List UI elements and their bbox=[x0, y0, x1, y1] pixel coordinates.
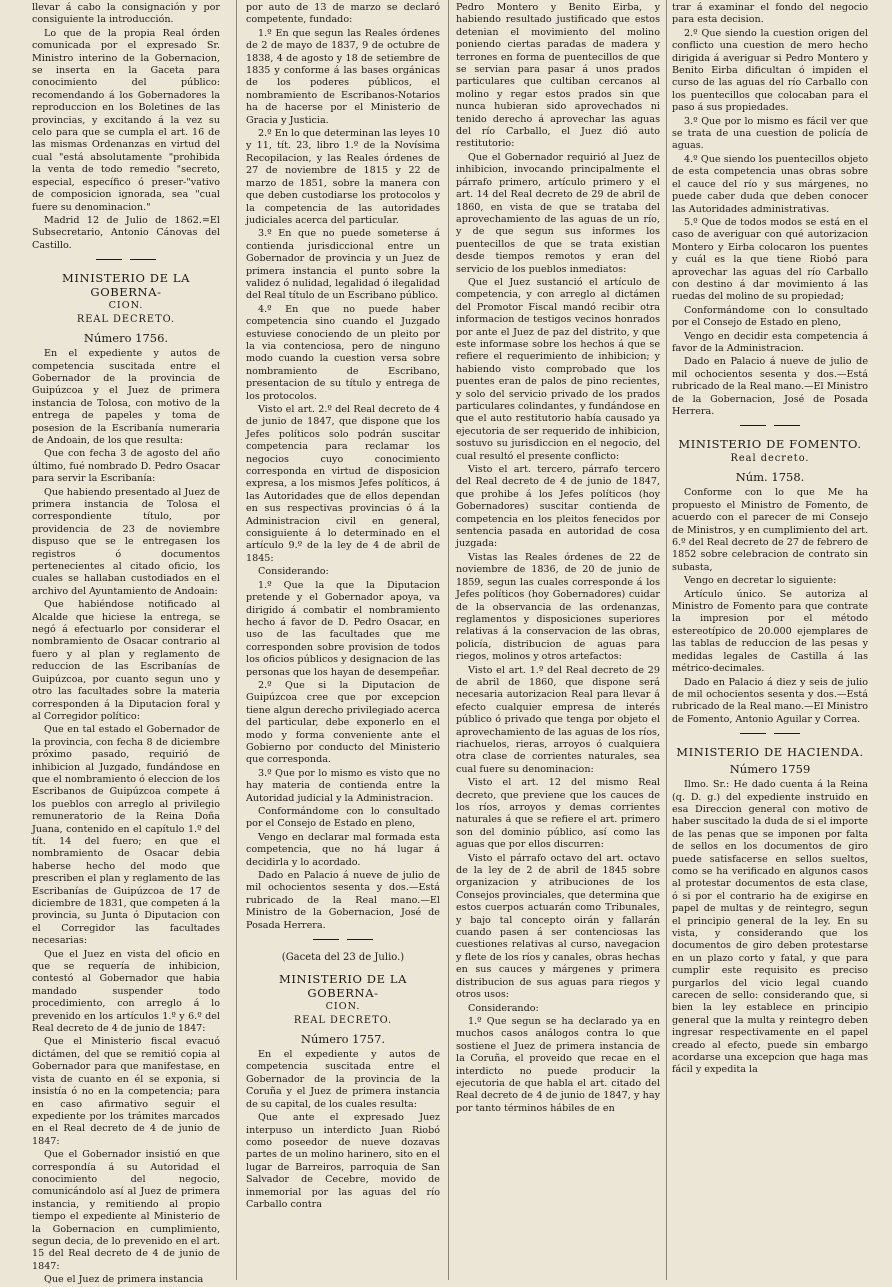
paragraph: Que el Ministerio fiscal evacuó dictámen, del que se remitió copia al Gobernador para que manifestase, en vista de cuanto en él se exponia, si insistía ó no en la competencia; para en caso afirmativo seguir el expediente por los trámites marcados en el Real decreto de 4 de junio de 1847: bbox=[32, 1036, 220, 1147]
paragraph: Que con fecha 3 de agosto del año último, fué nombrado D. Pedro Osacar para servir la Escribanía: bbox=[32, 448, 220, 485]
paragraph: Que el Gobernador requirió al Juez de inhibicion, invocando principalmente el párrafo primero, artículo primero y el art. 14 del Real decreto de 29 de abril de 1860, en vista de que se trataba del aprovechamiento de las aguas de un río, y de que segun sus informes los puentecillos de que se trata existian desde tiempos remotos y eran del servicio de los pueblos inmediatos: bbox=[456, 151, 660, 275]
paragraph: 4.º En que no puede haber competencia sino cuando el Juzgado estuviese conociendo de un pleito por la via contenciosa, pero de ninguno modo cuando la cuestion versa sobre nombramiento de Escribano, presentacion de su título y entrega de los protocolos. bbox=[246, 303, 440, 402]
gazette-date: (Gaceta del 23 de Julio.) bbox=[281, 952, 405, 964]
section-subheading: CION. bbox=[325, 1001, 361, 1013]
paragraph: En el expediente y autos de competencia suscitada entre el Gobernador de la provincia de la Coruña y el Juez de primera instancia de su capital, de los cuales resulta: bbox=[246, 1049, 440, 1110]
paragraph: Dado en Palacio á nueve de julio de mil ochocientos sesenta y dos.—Está rubricado de la Real mano.—El Ministro de la Gobernacion, José de Posada Herrera. bbox=[246, 870, 440, 931]
separator-rule bbox=[672, 729, 868, 739]
paragraph: Que el Juez sustanció el artículo de competencia, y con arreglo al dictámen del Promotor Fiscal mandó recibir otra informacion de testigos vecinos honrados por ante el Juez de paz del distrito, y que este informase sobre los hechos á que se refiere el requerimiento de inhibicion; y habiendo visto comprobado que los puentes eran de palos de pino recientes, y solo del servicio privado de los prados particulares colindantes, y fundándose en que el auto restitutorio había causado ya ejecutoria de ser requerido de inhibicion, sostuvo su jurisdiccion en el negocio, del cual resultó el presente conflicto: bbox=[456, 276, 660, 462]
paragraph: Vengo en decidir esta competencia á favor de la Administracion. bbox=[672, 330, 868, 354]
separator-rule bbox=[246, 935, 440, 945]
paragraph: 3.º Que por lo mismo es fácil ver que se trata de una cuestion de policía de aguas. bbox=[672, 115, 868, 152]
column-3 bbox=[454, 2, 662, 1274]
paragraph: trar á examinar el fondo del negocio para esta decision. bbox=[672, 2, 868, 26]
paragraph: En el expediente y autos de competencia suscitada entre el Gobernador de la provincia de Guipúzcoa y el Juez de primera instancia de Tolosa, con motivo de la entrega de papeles y toma de posesion de la Escribanía numeraria de Andoain, de los que resulta: bbox=[32, 348, 220, 446]
paragraph: Que el Gobernador insistió en que correspondía á su Autoridad el conocimiento del negocio, comunicándolo así al Juez de primera instancia, y remitiendo al propio tiempo el expediente al Ministerio de la Gobernacion en cumplimiento, segun decia, de lo prevenido en el art. 15 del Real decreto de 4 de junio de 1847: bbox=[32, 1149, 220, 1272]
section-heading: MINISTERIO DE FOMENTO. bbox=[678, 437, 862, 452]
paragraph: Visto el art. 12 del mismo Real decreto, que previene que los cauces de los ríos, arroyos y demas corrientes naturales á que se refiere el art. primero son del dominio público, así como las aguas que por ellos discurren: bbox=[456, 777, 660, 851]
paragraph: Que el Juez en vista del oficio en que se requería de inhibicion, contestó al Gobernador que habia mandado suspender todo procedimiento, con arreglo á lo prevenido en los artículos 1.º y 6.º del Real decreto de 4 de junio de 1847: bbox=[32, 948, 220, 1035]
paragraph: Artículo único. Se autoriza al Ministro de Fomento para que contrate la impresion por el método estereotípico de 20.000 ejemplares de las tablas de reduccion de las pesas y medidas legales de Castilla á las métrico-decimales. bbox=[672, 588, 868, 675]
paragraph: Que ante el expresado Juez interpuso un interdicto Juan Riobó como poseedor de nueve dozavas partes de un molino harinero, sito en el lugar de Barreiros, parroquia de San Salvador de Cecebre, movido de inmemorial por las aguas del río Carballo contra bbox=[246, 1112, 440, 1210]
paragraph: Lo que de la propia Real órden comunicada por el expresado Sr. Ministro interino de la Gobernacion, se inserta en la Gaceta para conocimiento del público: recomendando á los Gobernadores la reproduccion en los Boletines de las provincias, y excitando á la vez su celo para que se cumpla el art. 16 de las mismas Ordenanzas en virtud del cual "está absolutamente "prohibida la venta de todo remedio "secreto, especial, específico ó preser-"vativo de composicion ignorada, sea "cual fuere su denominacion." bbox=[32, 27, 220, 213]
paragraph: Ilmo. Sr.: He dado cuenta á la Reina (q. D. g.) del expediente instruido en esa Direccion general con motivo de haber suscitado la duda de si el importe de las penas que se imponen por falta de sellos en los documentos de giro puede satisfacerse en sellos sueltos, como se ha verificado en algunos casos al protestar documentos de esta clase, ó si por el contrario ha de exigirse en papel de multas y de reintegro, segun el principio general de la ley. En su vista, y considerando que los documentos de giro deben protestarse en un plazo corto y fatal, y que para cumplir este requisito es preciso purgarlos del vicio legal cuando carecen de sello: considerando que, si bien la ley establece en principio general que la multa y reintegro deben ingresar respectivamente en el papel creado al efecto, puede sin embargo acordarse una excepcion que haga mas fácil y expedita la bbox=[672, 779, 868, 1076]
paragraph: Que habiendo presentado al Juez de primera instancia de Tolosa el correspondiente título, por providencia de 23 de noviembre dispuso que se le entregasen los registros ó documentos pertenecientes al citado oficio, los cuales se hallaban custodiados en el archivo del Ayuntamiento de Andoain: bbox=[32, 486, 220, 597]
paragraph: 1.º Que segun se ha declarado ya en muchos casos análogos contra lo que sostiene el Juez de primera instancia de la Coruña, el proveido que recae en el interdicto no puede producir la ejecutoria de que habla el art. citado del Real decreto de 4 de junio de 1847, y hay por tanto términos hábiles de en bbox=[456, 1015, 660, 1114]
paragraph: 1.º Que la que la Diputacion pretende y el Gobernador apoya, va dirigido á combatir el nombramiento hecho á favor de D. Pedro Osacar, en uso de las facultades que me corresponden sobre provision de todos los oficios públicos y designacion de las personas que los hayan de desempeñar. bbox=[246, 579, 440, 678]
column-1 bbox=[30, 2, 222, 1286]
section-heading: MINISTERIO DE HACIENDA. bbox=[676, 745, 864, 760]
paragraph: Visto el art. 2.º del Real decreto de 4 de junio de 1847, que dispone que los Jefes políticos solo podrán suscitar competencia para reclamar los negocios cuyo conocimiento corresponda en virtud de disposicion expresa, a los mismos Jefes políticos, á las Autoridades que de ellos dependan en sus respectivas provincias ó á la Administracion civil en general, consiguiente á lo determinado en el artículo 9.º de la ley de 4 de abril de 1845: bbox=[246, 404, 440, 564]
paragraph: Que en tal estado el Gobernador de la provincia, con fecha 8 de diciembre próximo pasado, requirió de inhibicion al Juzgado, fundándose en que el nombramiento ó eleccion de los Escribanos de Guipúzcoa compete á los pueblos con arreglo al privilegio remuneratorio de la Reina Doña Juana, contenido en el capítulo 1.º del tít. 14 del fuero; en que el nombramiento de Osacar debia haberse hecho del modo que prescriben el plan y reglamento de las Escribanías de Guipúzcoa de 17 de diciembre de 1831, que competen á la provincia, su Junta ó Diputacion con el Corregidor las facultades necesarias: bbox=[32, 724, 220, 947]
paragraph: Madrid 12 de Julio de 1862.=El Subsecretario, Antonio Cánovas del Castillo. bbox=[32, 214, 220, 251]
paragraph: 5.º Que de todos modos se está en el caso de averiguar con qué autorizacion Montero y Eirba colocaron los puentes y cuál es la que tiene Riobó para aprovechar las aguas del río Carballo con destino á dar movimiento á las ruedas del molino de su propiedad; bbox=[672, 216, 868, 303]
decree-label: REAL DECRETO. bbox=[293, 1015, 393, 1027]
paragraph: Pedro Montero y Benito Eirba, y habiendo resultado justificado que estos detenian el movimiento del molino poniendo ciertas paradas de madera y terrones en forma de puentecillos de que se servian para pasar á unos prados particulares que cultiban cercanos al molino y regar estos prados sin que nunca hubieran sido aprovechados ni tenido derecho á aprovechar las aguas del río Carballo, el Juez dió auto restitutorio: bbox=[456, 2, 660, 150]
paragraph: Vengo en declarar mal formada esta competencia, que no há lugar á decidirla y lo acordado. bbox=[246, 831, 440, 868]
paragraph: 3.º En que no puede someterse á contienda jurisdiccional entre un Gobernador de provincia y un Juez de primera instancia el punto sobre la validez ó nulidad, legalidad ó ilegalidad del Real título de un Escribano público. bbox=[246, 228, 440, 302]
paragraph: Que habiéndose notificado al Alcalde que hiciese la entrega, se negó á efectuarlo por considerar el nombramiento de Osacar contrario al fuero y al plan y reglamento de reduccion de las Escribanías de Guipúzcoa, por cuanto segun uno y otro las facultades sobre la materia corresponden á la Diputacion foral y al Corregidor político: bbox=[32, 599, 220, 722]
separator-rule bbox=[672, 421, 868, 431]
decree-number: Número 1759 bbox=[729, 762, 811, 777]
column-rule bbox=[448, 0, 449, 1280]
separator-rule bbox=[32, 255, 220, 265]
decree-number: Número 1756. bbox=[83, 331, 169, 346]
paragraph: 4.º Que siendo los puentecillos objeto de esta competencia unas obras sobre el cauce del río y sus márgenes, no puede caber duda que deben conocer las Autoridades administrativas. bbox=[672, 153, 868, 215]
paragraph: 2.º Que siendo la cuestion origen del conflicto una cuestion de mero hecho dirigida á averiguar si Pedro Montero y Benito Eirba dificultan ó impiden el curso de las aguas del río Carballo con los puentecillos que colocaban para el paso á sus propiedades. bbox=[672, 27, 868, 114]
paragraph: por auto de 13 de marzo se declaró competente, fundado: bbox=[246, 2, 440, 26]
paragraph: Visto el art. 1.º del Real decreto de 29 de abril de 1860, que dispone será necesaria autorizacion Real para llevar á efecto cualquier empresa de interés público ó privado que tenga por objeto el aprovechamiento de las aguas de los ríos, riachuelos, rieras, arroyos ó cualquiera otra clase de corrientes naturales, sea cual fuere su denominacion: bbox=[456, 664, 660, 775]
section-subheading: CION. bbox=[108, 300, 144, 312]
section-heading: MINISTERIO DE LA GOBERNA- bbox=[279, 972, 407, 1001]
paragraph: 1.º En que segun las Reales órdenes de 2 de mayo de 1837, 9 de octubre de 1838, 4 de agosto y 18 de setiembre de 1835 y conforme á las bases orgánicas de los poderes públicos, el nombramiento de Escribanos-Notarios ha de hacerse por el Ministerio de Gracia y Justicia. bbox=[246, 27, 440, 126]
paragraph: Vengo en decretar lo siguiente: bbox=[684, 575, 837, 587]
decree-label: Real decreto. bbox=[730, 453, 810, 465]
paragraph: 2.º En lo que determinan las leyes 10 y 11, tít. 23, libro 1.º de la Novísima Recopilacion, y las Reales órdenes de 27 de noviembre de 1815 y 22 de marzo de 1851, sobre la manera con que deben custodiarse los protocolos y la competencia de las autoridades judiciales acerca del particular. bbox=[246, 128, 440, 226]
paragraph: Vistas las Reales órdenes de 22 de noviembre de 1836, de 20 de junio de 1859, segun las cuales corresponde á los Jefes políticos (hoy Gobernadores) cuidar de la observancia de las ordenanzas, reglamentos y disposiciones superiores relativas á la conservacion de las obras, policía, distribucion de aguas para riegos, molinos y otros artefactos: bbox=[456, 551, 660, 663]
decree-label: REAL DECRETO. bbox=[76, 314, 176, 326]
paragraph: Visto el párrafo octavo del art. octavo de la ley de 2 de abril de 1845 sobre organizacion y atribuciones de los Consejos provinciales, que determina que estos cuerpos actuarán como Tribunales, y bajo tal concepto oirán y fallarán cuando pasen á ser contenciosas las cuestiones relativas al curso, navegacion y flete de los ríos y canales, obras hechas en sus cauces y márgenes y primera distribucion de sus aguas para riegos y otros usos: bbox=[456, 852, 660, 1001]
paragraph: Que el Juez de primera instancia bbox=[44, 1274, 204, 1286]
paragraph: 2.º Que si la Diputacion de Guipúzcoa cree que por excepcion tiene algun derecho privilegiado acerca del particular, debe exponerlo en el modo y forma conveniente ante el Gobierno por conducto del Ministerio que corresponda. bbox=[246, 679, 440, 766]
column-2 bbox=[244, 2, 442, 1274]
section-heading: MINISTERIO DE LA GOBERNA- bbox=[62, 271, 190, 300]
decree-number: Núm. 1758. bbox=[735, 470, 805, 485]
paragraph: Considerando: bbox=[468, 1002, 539, 1014]
paragraph: Dado en Palacio á diez y seis de julio de mil ochocientos sesenta y dos.—Está rubricado de la Real mano.—El Ministro de Fomento, Antonio Aguilar y Correa. bbox=[672, 676, 868, 725]
paragraph: Dado en Palacio á nueve de julio de mil ochocientos sesenta y dos.—Está rubricado de la Real mano.—El Ministro de la Gobernacion, José de Posada Herrera. bbox=[672, 356, 868, 417]
column-rule bbox=[236, 0, 237, 1280]
paragraph: Considerando: bbox=[258, 566, 329, 578]
paragraph: Conformándome con lo consultado por el Consejo de Estado en pleno, bbox=[672, 304, 868, 329]
paragraph: Visto el art. tercero, párrafo tercero del Real decreto de 4 de junio de 1847, que prohibe á los Jefes políticos (hoy Gobernadores) suscitar contienda de competencia en los pleitos fenecidos por sentencia pasada en autoridad de cosa juzgada: bbox=[456, 464, 660, 550]
column-rule bbox=[666, 0, 667, 1280]
paragraph: Conformándome con lo consultado por el Consejo de Estado en pleno, bbox=[246, 806, 440, 830]
column-4 bbox=[670, 2, 870, 1274]
decree-number: Número 1757. bbox=[300, 1032, 386, 1047]
paragraph: 3.º Que por lo mismo es visto que no hay materia de contienda entre la Autoridad judicial y la Administracion. bbox=[246, 767, 440, 804]
paragraph: Conforme con lo que Me ha propuesto el Ministro de Fomento, de acuerdo con el parecer de mi Consejo de Ministros, y en cumplimiento del art. 6.º del Real decreto de 27 de febrero de 1852 sobre celebracion de contrato sin subasta, bbox=[672, 487, 868, 573]
paragraph: llevar á cabo la consignación y por consiguiente la introducción. bbox=[32, 2, 220, 26]
